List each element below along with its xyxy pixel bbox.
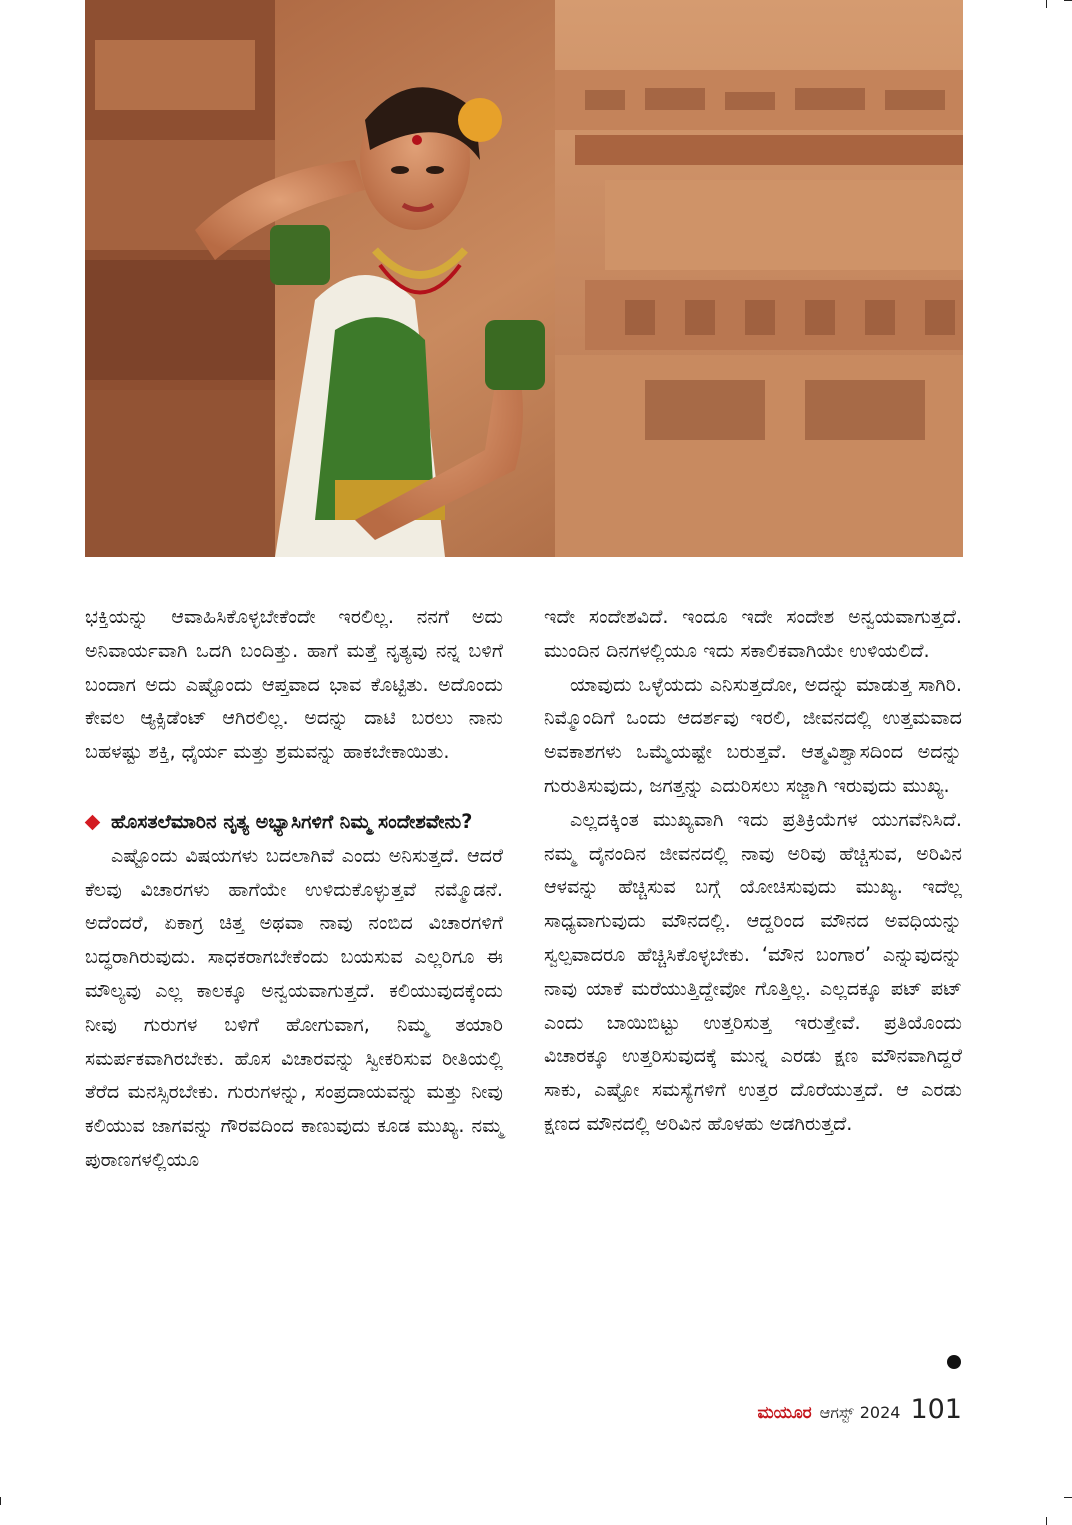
- right-column: [544, 600, 962, 1141]
- paragraph: ಇದೇ ಸಂದೇಶವಿದೆ. ಇಂದೂ ಇದೇ ಸಂದೇಶ ಅನ್ವಯವಾಗುತ್ತದೆ. ಮುಂದಿನ ದಿನಗಳಲ್ಲಿಯೂ ಇದು ಸಕಾಲಿಕವಾಗಿಯೇ ಉಳಿಯಲಿದೆ.: [544, 605, 962, 662]
- issue-year: 2024: [859, 1403, 901, 1422]
- question-text: ಹೊಸತಲೆಮಾರಿನ ನೃತ್ಯ ಅಭ್ಯಾಸಿಗಳಿಗೆ ನಿಮ್ಮ ಸಂದೇಶವೇನು?: [111, 809, 473, 833]
- crop-mark: [1046, 0, 1047, 8]
- crop-mark: [1064, 1497, 1072, 1498]
- left-column: [85, 600, 503, 1177]
- issue-month: ಆಗಸ್ಟ್: [819, 1403, 854, 1422]
- crop-mark: [0, 1497, 1, 1505]
- paragraph: ಭಕ್ತಿಯನ್ನು ಆವಾಹಿಸಿಕೊಳ್ಳಬೇಕೆಂದೇ ಇರಲಿಲ್ಲ. ನನಗೆ ಅದು ಅನಿವಾರ್ಯವಾಗಿ ಒದಗಿ ಬಂದಿತ್ತು. ಹಾಗೆ ಮತ್ತೆ ನೃತ್ಯವು ನನ್ನ ಬಳಿಗೆ ಬಂದಾಗ ಅದು ಎಷ್ಟೊಂದು ಆಪ್ತವಾದ ಭಾವ ಕೊಟ್ಟಿತು. ಅದೊಂದು ಕೇವಲ ಆ್ಯಕ್ಸಿಡೆಂಟ್ ಆಗಿರಲಿಲ್ಲ. ಅದನ್ನು ದಾಟಿ ಬರಲು ನಾನು ಬಹಳಷ್ಟು ಶಕ್ತಿ, ಧೈರ್ಯ ಮತ್ತು ಶ್ರಮವನ್ನು ಹಾಕಬೇಕಾಯಿತು.: [85, 605, 503, 764]
- diamond-bullet-icon: [85, 815, 101, 831]
- dancer-temple-photo: [85, 0, 963, 557]
- crop-mark: [1046, 1517, 1047, 1525]
- crop-mark: [1064, 0, 1072, 1]
- end-of-article-icon: [947, 1355, 961, 1369]
- page-footer: [728, 1394, 962, 1430]
- paragraph: ಯಾವುದು ಒಳ್ಳೆಯದು ಎನಿಸುತ್ತದೋ, ಅದನ್ನು ಮಾಡುತ್ತ ಸಾಗಿರಿ. ನಿಮ್ಮೊಂದಿಗೆ ಒಂದು ಆದರ್ಶವು ಇರಲಿ, ಜೀವನದಲ್ಲಿ ಉತ್ತಮವಾದ ಅವಕಾಶಗಳು ಒಮ್ಮೆಯಷ್ಟೇ ಬರುತ್ತವೆ. ಆತ್ಮವಿಶ್ವಾಸದಿಂದ ಅದನ್ನು ಗುರುತಿಸುವುದು, ಜಗತ್ತನ್ನು ಎದುರಿಸಲು ಸಜ್ಜಾಗಿ ಇರುವುದು ಮುಖ್ಯ.: [544, 672, 962, 797]
- page-number: 101: [910, 1394, 962, 1425]
- magazine-name: ಮಯೂರ: [757, 1403, 812, 1423]
- interview-question: [85, 805, 503, 839]
- paragraph: ಎಲ್ಲದಕ್ಕಿಂತ ಮುಖ್ಯವಾಗಿ ಇದು ಪ್ರತಿಕ್ರಿಯೆಗಳ ಯುಗವೆನಿಸಿದೆ. ನಮ್ಮ ದೈನಂದಿನ ಜೀವನದಲ್ಲಿ ನಾವು ಅರಿವು ಹೆಚ್ಚಿಸುವ, ಅರಿವಿನ ಆಳವನ್ನು ಹೆಚ್ಚಿಸುವ ಬಗ್ಗೆ ಯೋಚಿಸುವುದು ಮುಖ್ಯ. ಇದೆಲ್ಲ ಸಾಧ್ಯವಾಗುವುದು ಮೌನದಲ್ಲಿ. ಆದ್ದರಿಂದ ಮೌನದ ಅವಧಿಯನ್ನು ಸ್ವಲ್ಪವಾದರೂ ಹೆಚ್ಚಿಸಿಕೊಳ್ಳಬೇಕು. ‘ಮೌನ ಬಂಗಾರ’ ಎನ್ನುವುದನ್ನು ನಾವು ಯಾಕೆ ಮರೆಯುತ್ತಿದ್ದೇವೋ ಗೊತ್ತಿಲ್ಲ. ಎಲ್ಲದಕ್ಕೂ ಪಟ್ ಪಟ್ ಎಂದು ಬಾಯಿಬಿಟ್ಟು ಉತ್ತರಿಸುತ್ತ ಇರುತ್ತೇವೆ. ಪ್ರತಿಯೊಂದು ವಿಚಾರಕ್ಕೂ ಉತ್ತರಿಸುವುದಕ್ಕೆ ಮುನ್ನ ಎರಡು ಕ್ಷಣ ಮೌನವಾಗಿದ್ದರೆ ಸಾಕು, ಎಷ್ಟೋ ಸಮಸ್ಯೆಗಳಿಗೆ ಉತ್ತರ ದೊರೆಯುತ್ತದೆ. ಆ ಎರಡು ಕ್ಷಣದ ಮೌನದಲ್ಲಿ ಅರಿವಿನ ಹೊಳಹು ಅಡಗಿರುತ್ತದೆ.: [544, 807, 962, 1135]
- paragraph: ಎಷ್ಟೊಂದು ವಿಷಯಗಳು ಬದಲಾಗಿವೆ ಎಂದು ಅನಿಸುತ್ತದೆ. ಆದರೆ ಕೆಲವು ವಿಚಾರಗಳು ಹಾಗೆಯೇ ಉಳಿದುಕೊಳ್ಳುತ್ತವೆ ನಮ್ಮೊಡನೆ. ಅದೆಂದರೆ, ಏಕಾಗ್ರ ಚಿತ್ತ ಅಥವಾ ನಾವು ನಂಬಿದ ವಿಚಾರಗಳಿಗೆ ಬದ್ಧರಾಗಿರುವುದು. ಸಾಧಕರಾಗಬೇಕೆಂದು ಬಯಸುವ ಎಲ್ಲರಿಗೂ ಈ ಮೌಲ್ಯವು ಎಲ್ಲ ಕಾಲಕ್ಕೂ ಅನ್ವಯವಾಗುತ್ತದೆ. ಕಲಿಯುವುದಕ್ಕೆಂದು ನೀವು ಗುರುಗಳ ಬಳಿಗೆ ಹೋಗುವಾಗ, ನಿಮ್ಮ ತಯಾರಿ ಸಮರ್ಪಕವಾಗಿರಬೇಕು. ಹೊಸ ವಿಚಾರವನ್ನು ಸ್ವೀಕರಿಸುವ ರೀತಿಯಲ್ಲಿ ತೆರೆದ ಮನಸ್ಸಿರಬೇಕು. ಗುರುಗಳನ್ನು, ಸಂಪ್ರದಾಯವನ್ನು ಮತ್ತು ನೀವು ಕಲಿಯುವ ಜಾಗವನ್ನು ಗೌರವದಿಂದ ಕಾಣುವುದು ಕೂಡ ಮುಖ್ಯ. ನಮ್ಮ ಪುರಾಣಗಳಲ್ಲಿಯೂ: [85, 843, 503, 1171]
